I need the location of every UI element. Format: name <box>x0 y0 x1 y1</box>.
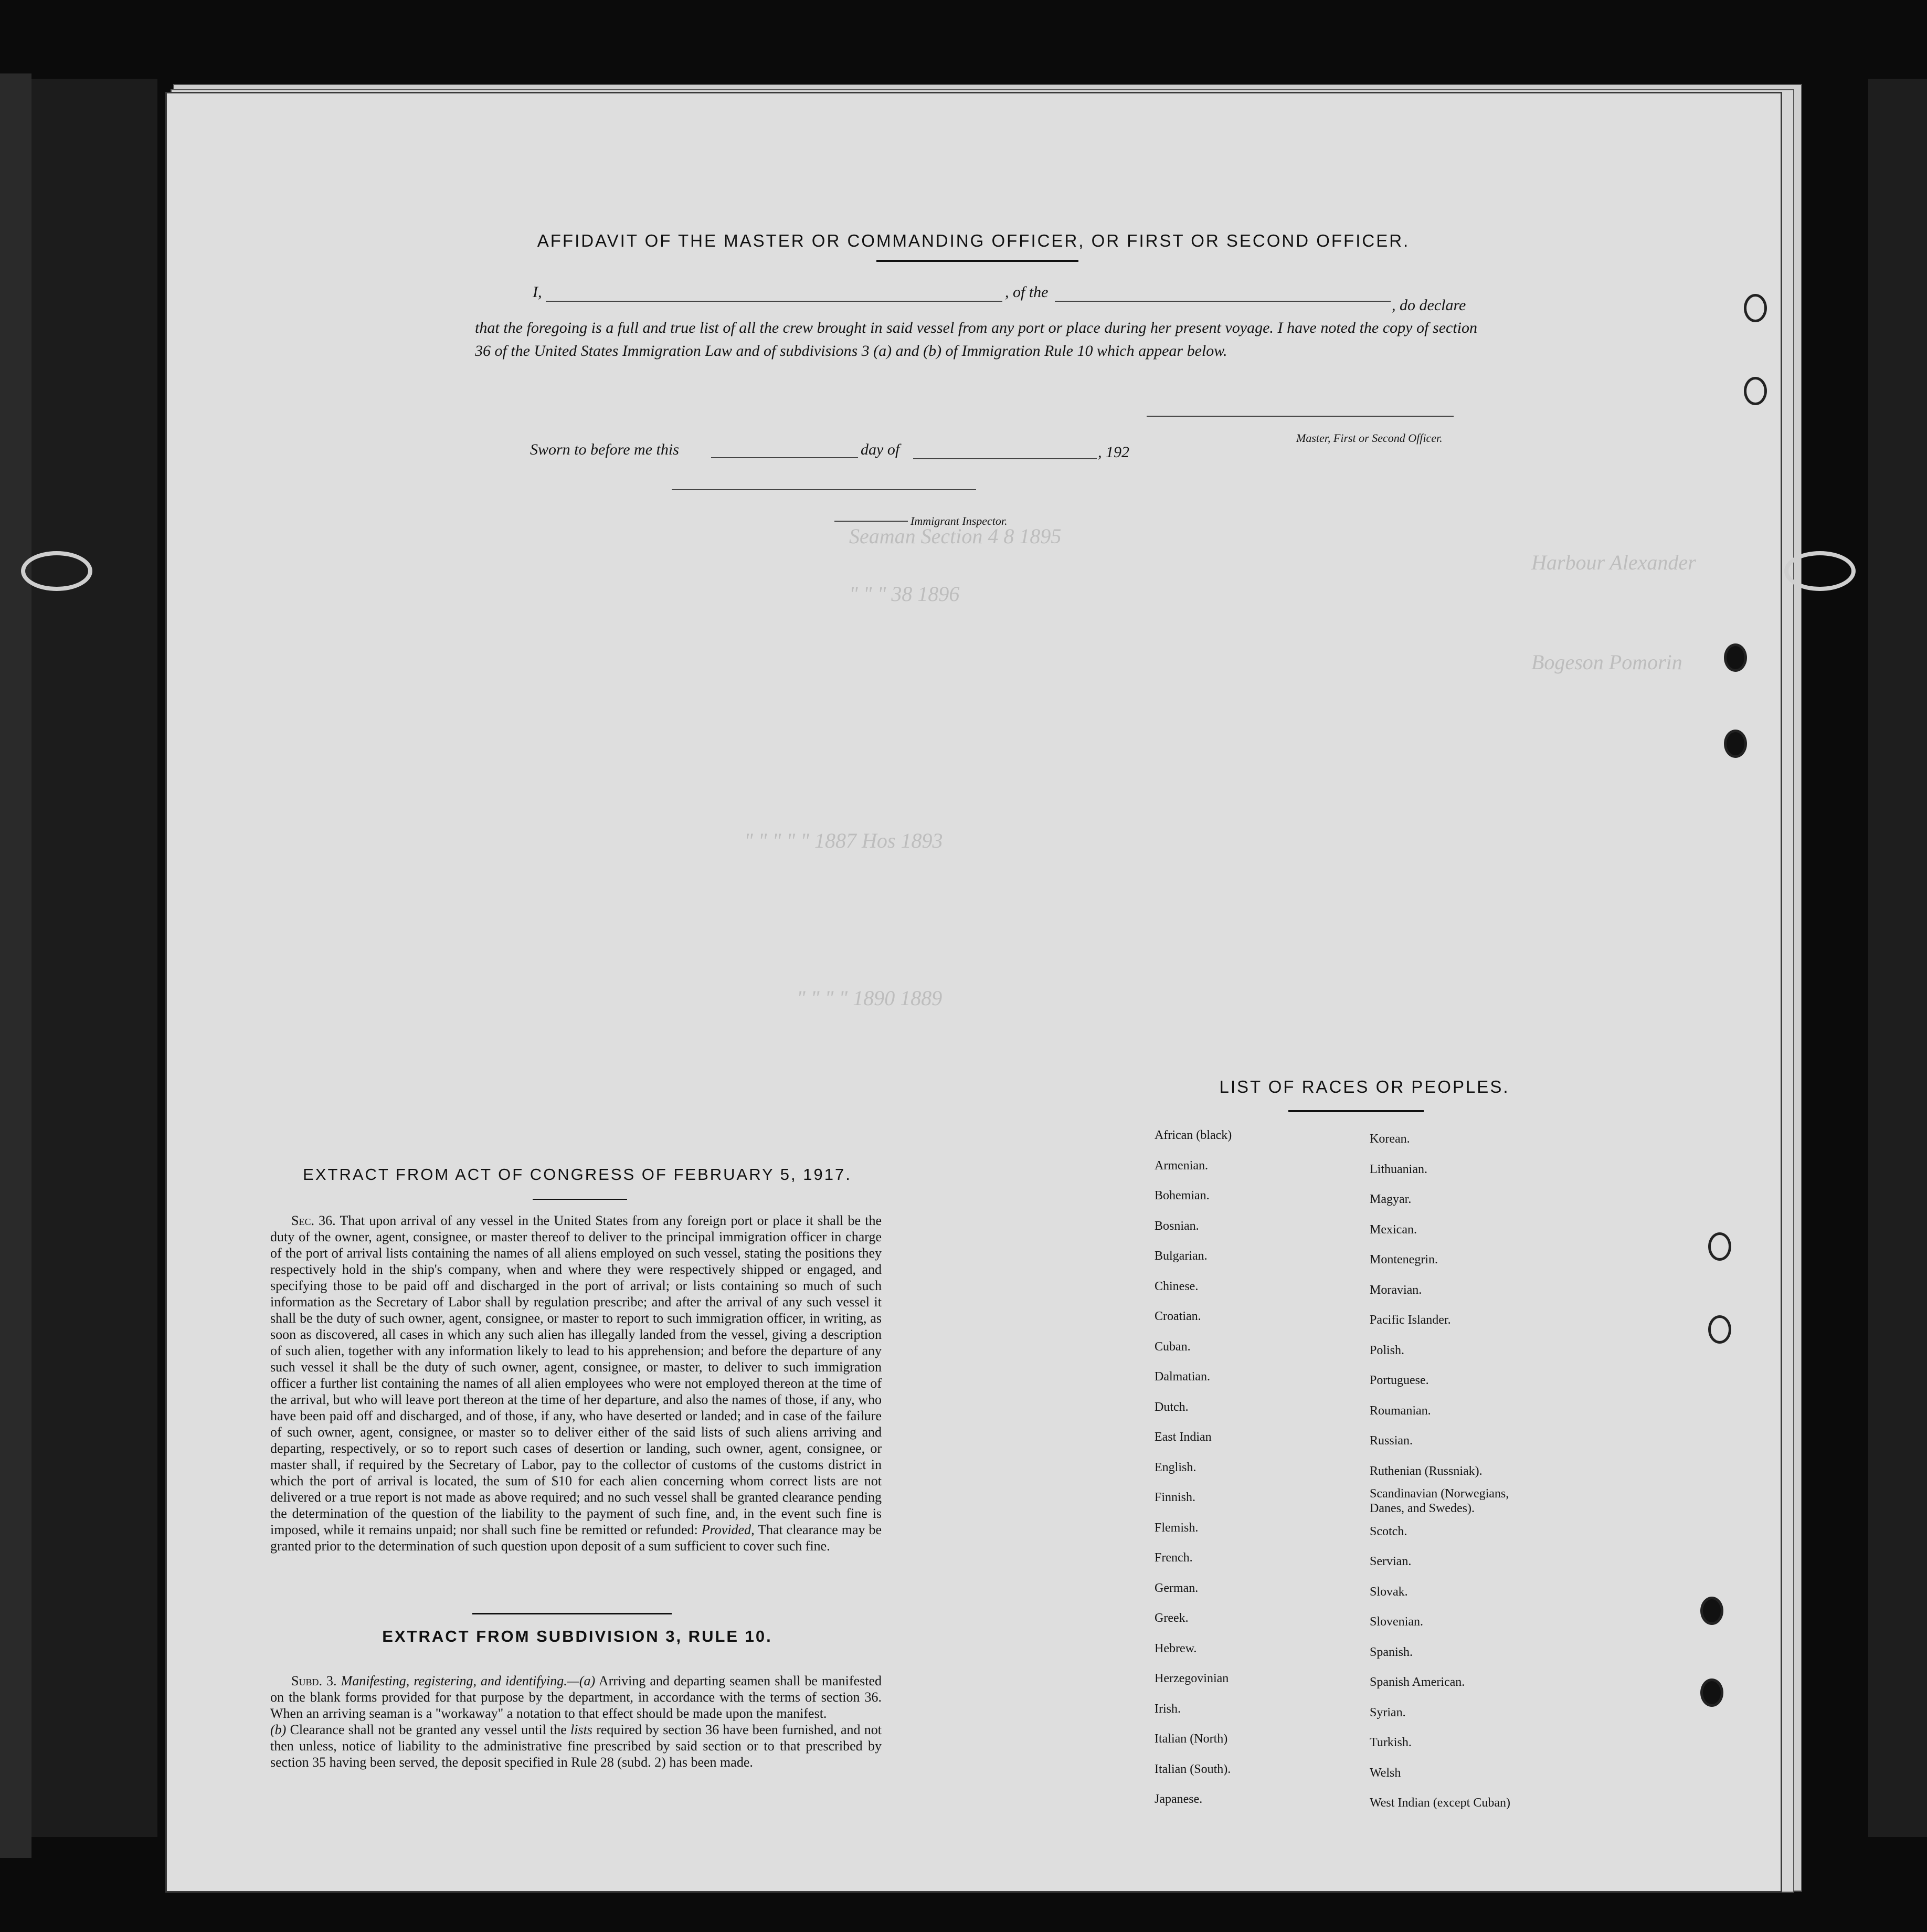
punch-hole <box>1700 1597 1723 1625</box>
vessel-name-field[interactable] <box>1055 286 1391 302</box>
race-item: Roumanian. <box>1370 1403 1431 1418</box>
adjacent-page-left <box>0 73 31 1858</box>
race-item: West Indian (except Cuban) <box>1370 1796 1510 1810</box>
races-title-underline <box>1288 1110 1424 1112</box>
race-item: Finnish. <box>1155 1491 1196 1504</box>
race-item: Servian. <box>1370 1555 1412 1568</box>
sworn-month-field[interactable] <box>913 445 1097 459</box>
section-label: Sec. 36. <box>291 1213 336 1228</box>
race-item: Welsh <box>1370 1766 1401 1780</box>
race-item: Scandinavian (Norwegians, Danes, and Swedes). <box>1370 1487 1509 1515</box>
year-label: , 192 <box>1098 444 1129 461</box>
race-item: Hebrew. <box>1155 1641 1197 1655</box>
race-item: Scotch. <box>1370 1524 1407 1538</box>
race-item: Bosnian. <box>1155 1219 1199 1233</box>
race-item: Irish. <box>1155 1702 1181 1716</box>
para-b-text-2: required by section 36 have been furnished, and not then unless, notice of liability to the administrative fine prescribed by said section or to that prescribed by section 35 having been served, the deposit specified in Rule 28 (subd. 2) has been made. <box>270 1722 882 1770</box>
race-item: Magyar. <box>1370 1192 1412 1206</box>
section-36-body: That upon arrival of any vessel in the United States from any foreign port or place it shall be the duty of the owner, agent, consignee, or master thereof to deliver to the principal immigration officer in charge of the port of arrival lists containing the names of all aliens employed on such vessel, stating the positions they respectively hold in the ship's company, when and where they were respectively shipped or engaged, and specifying those to be paid off and discharged in the port of arrival; or lists containing so much of such information as the Secretary of Labor shall by regulation prescribe; and after the arrival of any such vessel it shall be the duty of such owner, agent, consignee, or master to report to such immigration officer, in writing, as soon as discovered, all cases in which any such alien has illegally landed from the vessel, giving a description of such alien, together with any information likely to lead to his apprehension; and before the departure of any such vessel it shall be the duty of such owner, agent, consignee, or master, to deliver to such immigration officer a further list containing the names of all alien employees who were not employed thereon at the time of the arrival, but who will leave port thereon at the time of her departure, and also the names of those, if any, who have been paid off and discharged, and of those, if any, who have deserted or landed; and in case of the failure of such owner, agent, consignee, or master so to deliver either of the said lists of such aliens arriving and departing, respectively, or so to report such cases of desertion or landing, such owner, agent, consignee, or master shall, if required by the Secretary of Labor, pay to the collector of customs of the customs district in which the port of arrival is located, the sum of $10 for each alien concerning whom correct lists are not delivered or a true report is not made as above required; and no such vessel shall be granted clearance pending the determination of the question of the liability to the payment of such fine, and, in the event such fine is imposed, while it remains unpaid; nor shall such fine be remitted or refunded: <box>270 1213 882 1537</box>
subd-heading: Manifesting, registering, and identifying. <box>341 1673 567 1688</box>
para-b-lists: lists <box>570 1722 592 1737</box>
day-of-label: day of <box>861 441 900 458</box>
race-item: African (black) <box>1155 1128 1232 1142</box>
affidavit-title: AFFIDAVIT OF THE MASTER OR COMMANDING OFFICER, OR FIRST OR SECOND OFFICER. <box>537 231 1410 250</box>
title-underline <box>876 260 1078 262</box>
do-declare-label: , do declare <box>1392 297 1466 314</box>
race-item: Herzegovinian <box>1155 1672 1229 1685</box>
subd-label: Subd. 3. <box>291 1673 337 1688</box>
race-item: Flemish. <box>1155 1521 1199 1535</box>
section-36-text <box>270 1212 882 1554</box>
race-item: Italian (South). <box>1155 1762 1231 1776</box>
race-item: Dutch. <box>1155 1400 1189 1414</box>
rule-10-text <box>270 1673 882 1770</box>
race-item: Slovenian. <box>1370 1615 1423 1629</box>
punch-hole <box>1700 1678 1723 1707</box>
race-item: Lithuanian. <box>1370 1162 1427 1176</box>
proviso-label: Provided, <box>701 1522 755 1537</box>
race-item: French. <box>1155 1551 1193 1565</box>
sworn-label: Sworn to before me this <box>530 441 679 458</box>
race-item: Mexican. <box>1370 1222 1417 1237</box>
punch-hole <box>1744 294 1767 322</box>
race-item: Polish. <box>1370 1343 1405 1357</box>
race-item: German. <box>1155 1581 1199 1595</box>
punch-hole <box>1724 730 1747 758</box>
of-the-label: , of the <box>1005 283 1049 301</box>
races-title: LIST OF RACES OR PEOPLES. <box>1219 1077 1510 1096</box>
races-right-column <box>1370 1124 1527 1819</box>
affidavit-body: that the foregoing is a full and true list of all the crew brought in said vessel from any port or place during her present voyage. I have noted the copy of section 36 of the United States Immigration Law and of subdivisions 3 (a) and (b) of Immigration Rule 10 which appear below. <box>475 319 1477 360</box>
race-item: Russian. <box>1370 1434 1413 1448</box>
officer-signature-line[interactable] <box>1147 415 1454 417</box>
race-item: Moravian. <box>1370 1283 1422 1297</box>
binder-ring <box>21 551 92 591</box>
punch-hole <box>1744 377 1767 405</box>
race-item: English. <box>1155 1460 1197 1474</box>
race-item: Chinese. <box>1155 1279 1199 1293</box>
punch-hole <box>1724 643 1747 672</box>
section-divider <box>472 1613 672 1614</box>
para-b-text-1: Clearance shall not be granted any vessel until the <box>290 1722 567 1737</box>
officer-caption: Master, First or Second Officer. <box>1296 431 1443 445</box>
sworn-day-field[interactable] <box>711 444 858 458</box>
punch-hole <box>1708 1315 1731 1344</box>
binder-right <box>1868 79 1927 1837</box>
binder-ring <box>1784 551 1856 591</box>
race-item: Dalmatian. <box>1155 1370 1210 1384</box>
inspector-caption: Immigrant Inspector. <box>910 514 1008 527</box>
race-item: Korean. <box>1370 1132 1410 1146</box>
race-item: Bulgarian. <box>1155 1249 1208 1263</box>
inspector-signature-line[interactable] <box>672 488 976 490</box>
race-item: Pacific Islander. <box>1370 1313 1451 1327</box>
race-item: Bohemian. <box>1155 1189 1210 1202</box>
races-left-column <box>1155 1121 1232 1815</box>
para-a-text: Arriving and departing seamen shall be manifested on the blank forms provided for that purpose by the department, in accordance with the terms of section 36. When an arriving seaman is a "workaway" a notation to that effect should be made upon the manifest. <box>270 1673 882 1721</box>
race-item: Slovak. <box>1370 1585 1408 1599</box>
race-item: Japanese. <box>1155 1792 1203 1806</box>
race-item: Spanish. <box>1370 1645 1413 1659</box>
act-extract-title: EXTRACT FROM ACT OF CONGRESS OF FEBRUARY 5, 1917. <box>303 1165 852 1184</box>
race-item: Croatian. <box>1155 1310 1201 1323</box>
rule-extract-title: EXTRACT FROM SUBDIVISION 3, RULE 10. <box>382 1627 772 1645</box>
race-item: East Indian <box>1155 1430 1212 1444</box>
para-b-label: (b) <box>270 1722 287 1737</box>
race-item: Cuban. <box>1155 1339 1191 1354</box>
race-item: Syrian. <box>1370 1705 1406 1719</box>
inspector-line-short <box>834 520 908 522</box>
para-a-label: —(a) <box>567 1673 596 1688</box>
act-title-underline <box>533 1199 627 1200</box>
race-item: Spanish American. <box>1370 1675 1465 1689</box>
punch-hole <box>1708 1232 1731 1261</box>
race-item: Portuguese. <box>1370 1374 1429 1387</box>
race-item: Ruthenian (Russniak). <box>1370 1464 1483 1478</box>
race-item: Armenian. <box>1155 1158 1208 1173</box>
declarant-label: I, <box>533 283 542 301</box>
race-item: Turkish. <box>1370 1736 1412 1749</box>
manifest-page: Seaman Section 4 8 1895 " " " 38 1896 Harbour Alexander Bogeson Pomorin " " " " " 1887 Hos 1893 " " " " 1890 1889 <box>167 93 1781 1891</box>
race-item: Montenegrin. <box>1370 1253 1438 1266</box>
race-item: Italian (North) <box>1155 1732 1228 1746</box>
declarant-name-field[interactable] <box>546 286 1002 302</box>
proviso-text: That clearance may be granted prior to the determination of such question upon deposit of a sum sufficient to cover such fine. <box>270 1522 882 1554</box>
race-item: Greek. <box>1155 1611 1189 1625</box>
